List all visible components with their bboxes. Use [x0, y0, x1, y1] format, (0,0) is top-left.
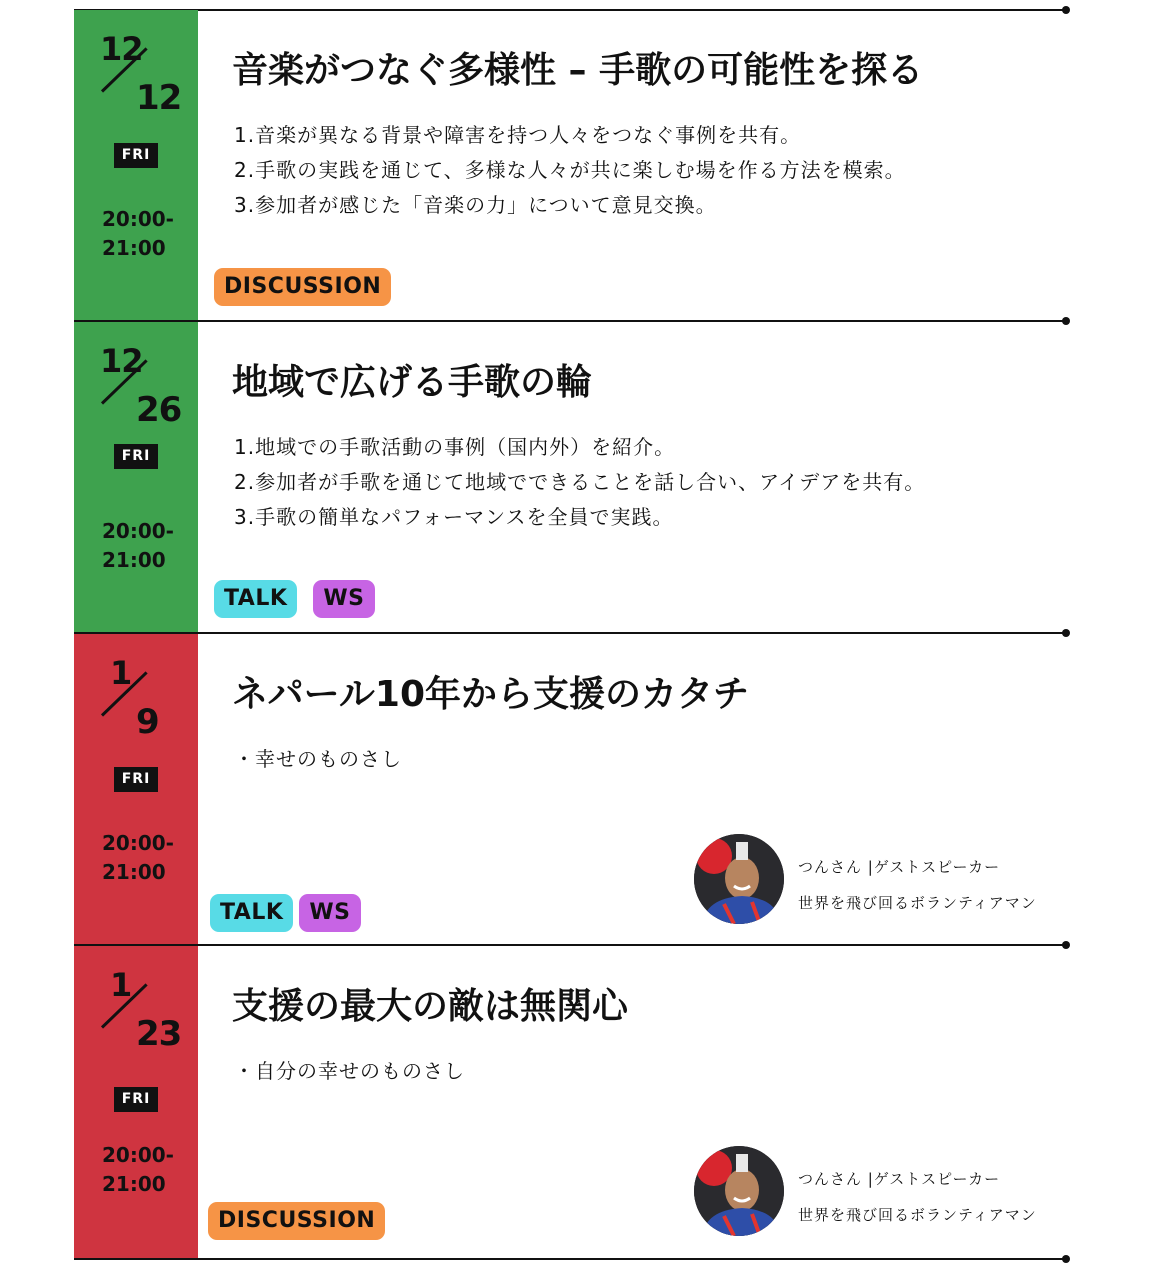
session-row-3: [74, 634, 1066, 944]
session-points: [234, 430, 925, 535]
tag-discussion: DISCUSSION: [208, 1202, 385, 1240]
date-column: [74, 946, 198, 1258]
point-item: ・自分の幸せのものさし: [234, 1059, 465, 1083]
point-item: 3.参加者が感じた「音楽の力」について意見交換。: [234, 193, 717, 217]
divider-line: [74, 1258, 1066, 1260]
point-item: 1.地域での手歌活動の事例（国内外）を紹介。: [234, 435, 676, 459]
date-day: 9: [136, 702, 159, 742]
speaker-avatar: [694, 1146, 784, 1236]
weekday-badge: FRI: [114, 767, 158, 792]
speaker-name: つんさん |ゲストスピーカー: [798, 1170, 1001, 1188]
date-day: 12: [136, 78, 182, 118]
speaker-photo-icon: [694, 834, 784, 924]
time-end: 21:00: [102, 548, 166, 572]
weekday-badge: FRI: [114, 1087, 158, 1112]
tag-talk: TALK: [214, 580, 297, 618]
date-day: 26: [136, 390, 182, 430]
session-time: [102, 1141, 174, 1199]
session-time: [102, 517, 174, 575]
date-column: [74, 634, 198, 944]
speaker-card: [694, 1146, 1054, 1238]
session-row-2: [74, 322, 1066, 632]
date-column: [74, 322, 198, 632]
session-title: 支援の最大の敵は無関心: [232, 986, 629, 1027]
tag-ws: WS: [299, 894, 360, 932]
time-end: 21:00: [102, 1172, 166, 1196]
speaker-avatar: [694, 834, 784, 924]
speaker-card: [694, 834, 1054, 926]
speaker-photo-icon: [694, 1146, 784, 1236]
date-day: 23: [136, 1014, 182, 1054]
session-row-4: [74, 946, 1066, 1258]
point-item: 1.音楽が異なる背景や障害を持つ人々をつなぐ事例を共有。: [234, 123, 802, 147]
session-tags: [214, 268, 391, 306]
weekday-badge: FRI: [114, 444, 158, 469]
time-start: 20:00-: [102, 1143, 174, 1167]
session-title: 地域で広げる手歌の輪: [232, 362, 593, 403]
session-title: ネパール10年から支援のカタチ: [232, 674, 750, 715]
session-tags: [208, 1202, 385, 1240]
session-title: 音楽がつなぐ多様性 – 手歌の可能性を探る: [232, 50, 924, 91]
tag-discussion: DISCUSSION: [214, 268, 391, 306]
speaker-role: 世界を飛び回るボランティアマン: [798, 894, 1037, 912]
point-item: ・幸せのものさし: [234, 747, 402, 771]
weekday-badge: FRI: [114, 143, 158, 168]
date-month: 1: [110, 966, 132, 1004]
speaker-name: つんさん |ゲストスピーカー: [798, 858, 1001, 876]
session-tags: [210, 894, 361, 932]
time-end: 21:00: [102, 236, 166, 260]
tag-ws: WS: [313, 580, 374, 618]
session-time: [102, 829, 174, 887]
session-points: [234, 1054, 465, 1089]
session-time: [102, 205, 174, 263]
session-tags: [214, 580, 375, 618]
time-end: 21:00: [102, 860, 166, 884]
date-month: 12: [100, 342, 143, 380]
session-row-1: [74, 10, 1066, 320]
session-points: [234, 742, 402, 777]
date-column: [74, 10, 198, 320]
time-start: 20:00-: [102, 831, 174, 855]
tag-talk: TALK: [210, 894, 293, 932]
session-points: [234, 118, 906, 223]
date-month: 12: [100, 30, 143, 68]
date-month: 1: [110, 654, 132, 692]
point-item: 3.手歌の簡単なパフォーマンスを全員で実践。: [234, 505, 674, 529]
point-item: 2.手歌の実践を通じて、多様な人々が共に楽しむ場を作る方法を模索。: [234, 158, 906, 182]
speaker-role: 世界を飛び回るボランティアマン: [798, 1206, 1037, 1224]
time-start: 20:00-: [102, 519, 174, 543]
point-item: 2.参加者が手歌を通じて地域でできることを話し合い、アイデアを共有。: [234, 470, 926, 494]
time-start: 20:00-: [102, 207, 174, 231]
